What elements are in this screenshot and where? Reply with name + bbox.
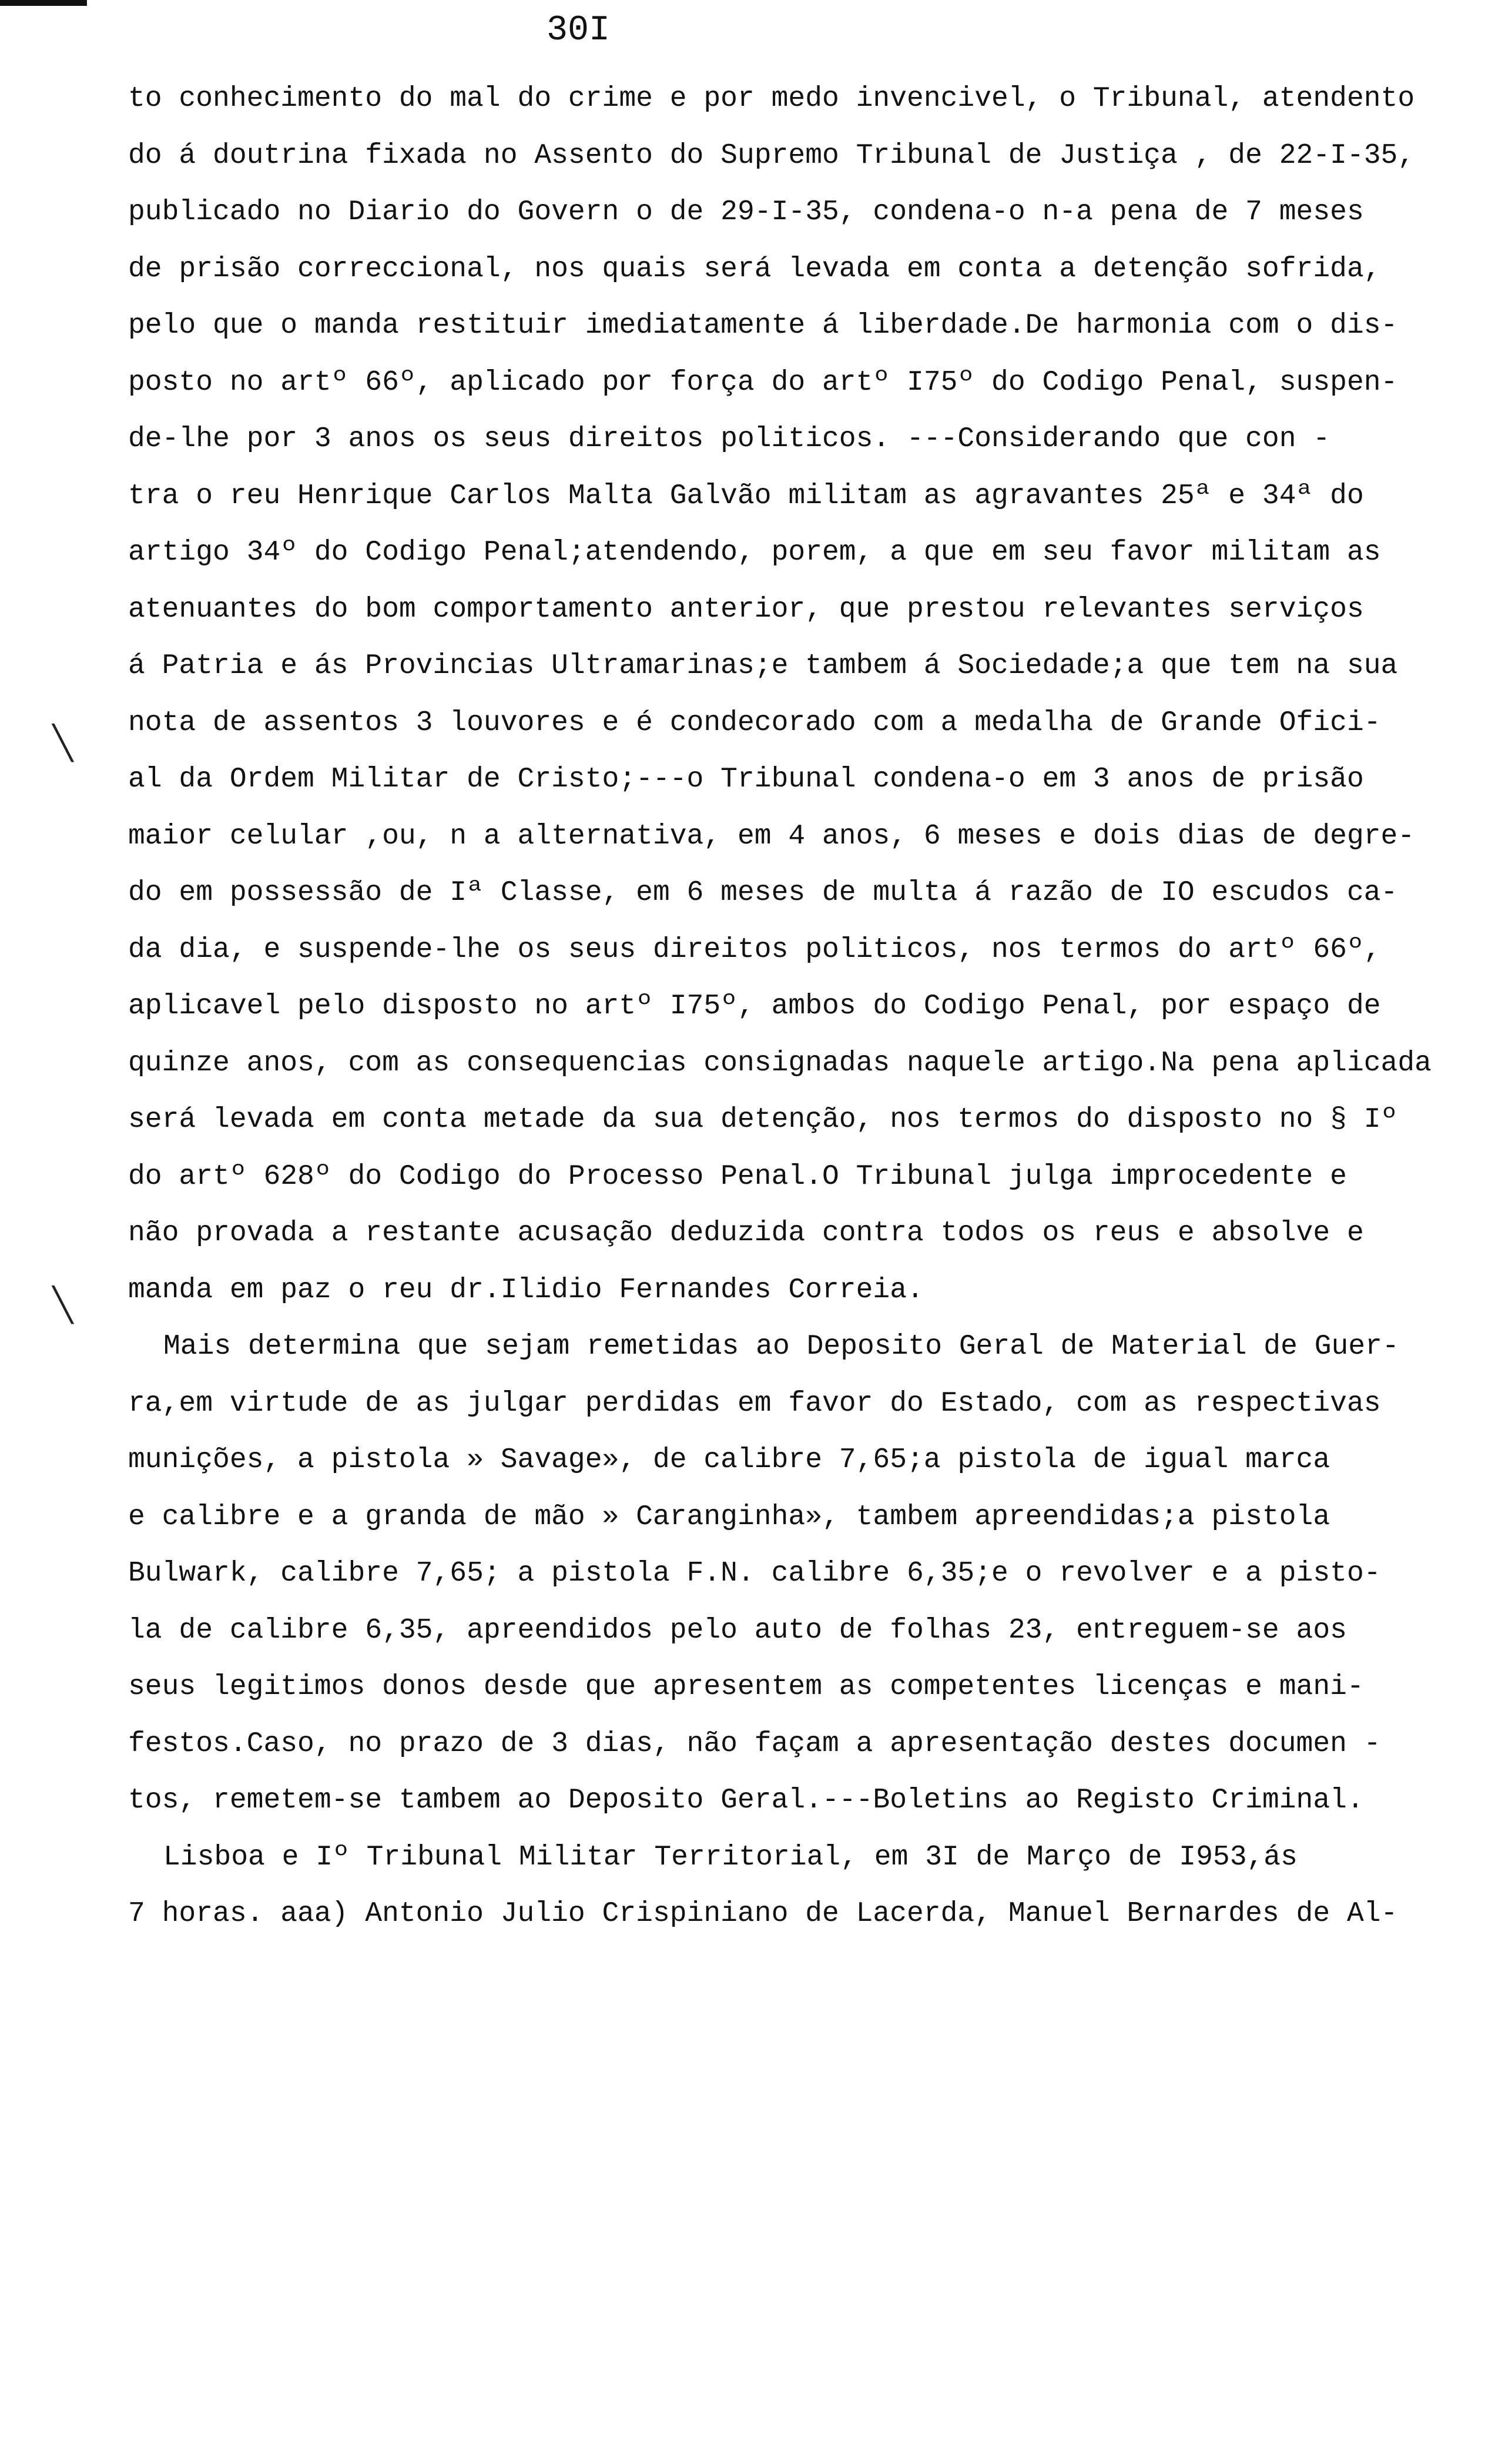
text-line: á Patria e ás Provincias Ultramarinas;e tambem á Sociedade;a que tem na sua — [128, 650, 1398, 682]
top-rule — [0, 0, 87, 6]
text-line: 7 horas. aaa) Antonio Julio Crispiniano de Lacerda, Manuel Bernardes de Al- — [128, 1898, 1398, 1930]
text-line: nota de assentos 3 louvores e é condecorado com a medalha de Grande Ofici- — [128, 707, 1381, 739]
text-line: al da Ordem Militar de Cristo;---o Tribunal condena-o em 3 anos de prisão — [128, 764, 1364, 795]
text-line: e calibre e a granda de mão » Caranginha», tambem apreendidas;a pistola — [128, 1501, 1330, 1533]
text-line: do em possessão de Iª Classe, em 6 meses de multa á razão de IO escudos ca- — [128, 877, 1398, 909]
text-line: ra,em virtude de as julgar perdidas em favor do Estado, com as respectivas — [128, 1387, 1381, 1420]
margin-tick-mark: ╲ — [53, 727, 73, 764]
text-line: de prisão correccional, nos quais será levada em conta a detenção sofrida, — [128, 253, 1381, 285]
text-line: será levada em conta metade da sua detenção, nos termos do disposto no § Iº — [128, 1104, 1398, 1136]
text-line: da dia, e suspende-lhe os seus direitos politicos, nos termos do artº 66º, — [128, 933, 1381, 966]
paragraph-start-line: Lisboa e Iº Tribunal Militar Territorial, em 3I de Março de I953,ás — [163, 1841, 1298, 1873]
text-line: festos.Caso, no prazo de 3 dias, não façam a apresentação destes documen - — [128, 1728, 1381, 1760]
text-line: tra o reu Henrique Carlos Malta Galvão militam as agravantes 25ª e 34ª do — [128, 480, 1364, 512]
text-line: la de calibre 6,35, apreendidos pelo auto de folhas 23, entreguem-se aos — [128, 1614, 1347, 1646]
paragraph-start-line: Mais determina que sejam remetidas ao Deposito Geral de Material de Guer- — [163, 1331, 1399, 1362]
document-body — [128, 71, 1444, 1943]
text-line: manda em paz o reu dr.Ilidio Fernandes Correia. — [128, 1274, 924, 1306]
text-line: maior celular ,ou, n a alternativa, em 4 anos, 6 meses e dois dias de degre- — [128, 820, 1415, 852]
text-line: tos, remetem-se tambem ao Deposito Geral.---Boletins ao Registo Criminal. — [128, 1785, 1364, 1816]
text-line: não provada a restante acusação deduzida contra todos os reus e absolve e — [128, 1217, 1364, 1249]
text-line: aplicavel pelo disposto no artº I75º, ambos do Codigo Penal, por espaço de — [128, 990, 1381, 1022]
text-line: do artº 628º do Codigo do Processo Penal.O Tribunal julga improcedente e — [128, 1160, 1347, 1193]
text-line: do á doutrina fixada no Assento do Supremo Tribunal de Justiça , de 22-I-35, — [128, 139, 1415, 172]
text-line: pelo que o manda restituir imediatamente á liberdade.De harmonia com o dis- — [128, 310, 1398, 342]
text-line: seus legitimos donos desde que apresentem as competentes licenças e mani- — [128, 1671, 1364, 1703]
text-line: quinze anos, com as consequencias consignadas naquele artigo.Na pena aplicada — [128, 1047, 1432, 1079]
text-line: to conhecimento do mal do crime e por medo invencivel, o Tribunal, atendento — [128, 83, 1415, 115]
text-line: posto no artº 66º, aplicado por força do artº I75º do Codigo Penal, suspen- — [128, 366, 1398, 399]
text-line: Bulwark, calibre 7,65; a pistola F.N. calibre 6,35;e o revolver e a pisto- — [128, 1558, 1381, 1589]
text-line: publicado no Diario do Govern o de 29-I-35, condena-o n-a pena de 7 meses — [128, 196, 1364, 228]
text-line: de-lhe por 3 anos os seus direitos politicos. ---Considerando que con - — [128, 423, 1330, 455]
margin-tick-mark: ╲ — [53, 1288, 73, 1326]
text-line: atenuantes do bom comportamento anterior, que prestou relevantes serviços — [128, 593, 1364, 625]
text-line: munições, a pistola » Savage», de calibre 7,65;a pistola de igual marca — [128, 1444, 1330, 1476]
text-line: artigo 34º do Codigo Penal;atendendo, porem, a que em seu favor militam as — [128, 537, 1381, 568]
page-number: 30I — [547, 11, 611, 51]
